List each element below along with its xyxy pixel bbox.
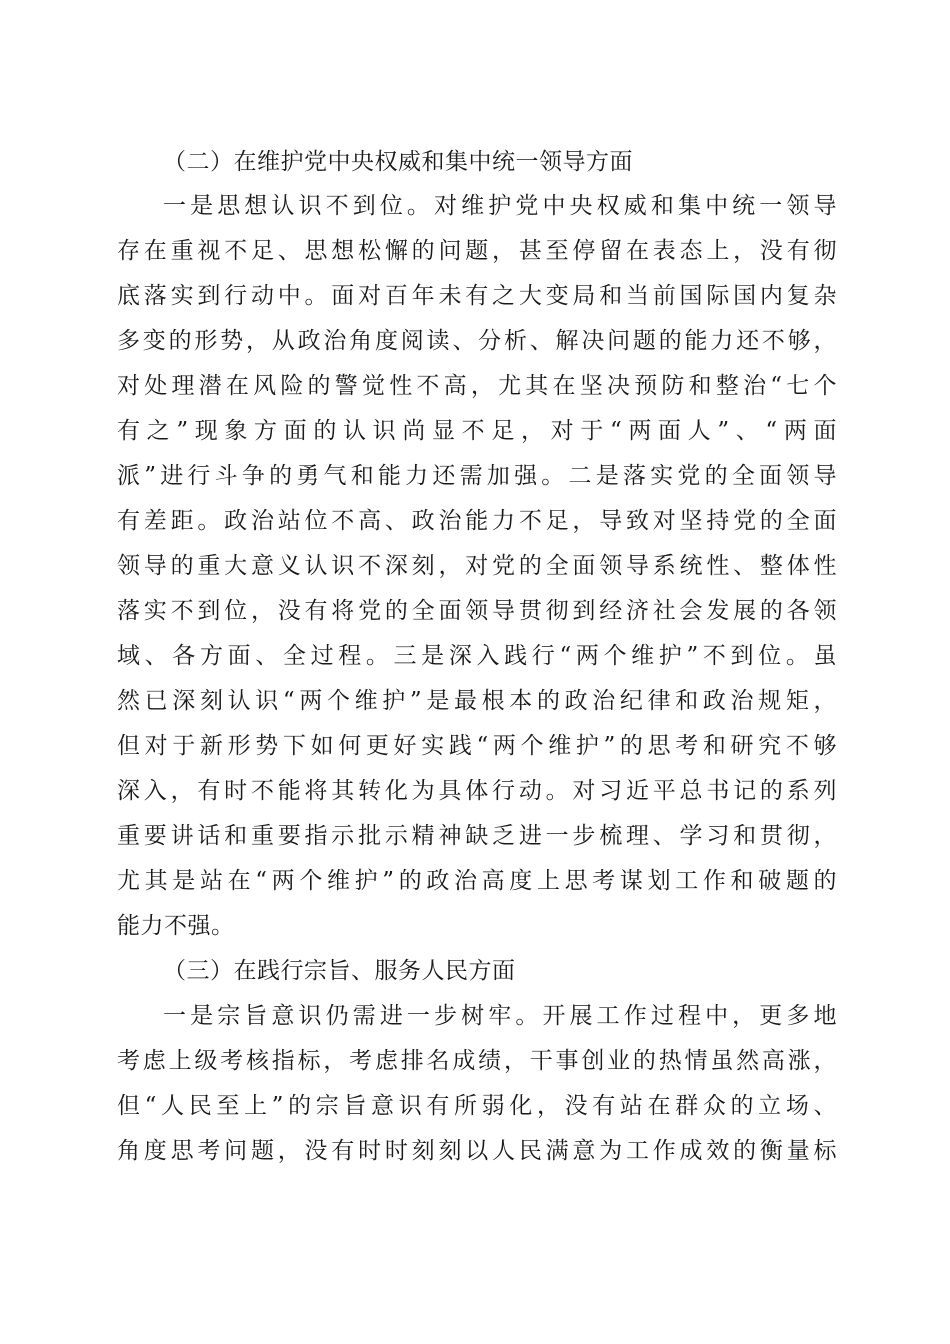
paragraph-line: 但对于新形势下如何更好实践“两个维护”的思考和研究不够 (117, 733, 837, 759)
paragraph-line: 尤其是站在“两个维护”的政治高度上思考谋划工作和破题的 (117, 868, 837, 894)
paragraph-line: 域、各方面、全过程。三是深入践行“两个维护”不到位。虽 (117, 643, 837, 669)
section-heading: （二）在维护党中央权威和集中统一领导方面 (163, 149, 633, 175)
paragraph-line: 但“人民至上”的宗旨意识有所弱化，没有站在群众的立场、 (117, 1093, 837, 1119)
paragraph-line: 底落实到行动中。面对百年未有之大变局和当前国际国内复杂 (117, 283, 837, 309)
paragraph-line: 一是宗旨意识仍需进一步树牢。开展工作过程中，更多地 (163, 1003, 837, 1029)
paragraph-line: 领导的重大意义认识不深刻，对党的全面领导系统性、整体性 (117, 553, 837, 579)
paragraph-line: 对处理潜在风险的警觉性不高，尤其在坚决预防和整治“七个 (117, 373, 837, 399)
paragraph-line: 重要讲话和重要指示批示精神缺乏进一步梳理、学习和贯彻， (117, 823, 837, 849)
paragraph-line: 有差距。政治站位不高、政治能力不足，导致对坚持党的全面 (117, 508, 837, 534)
paragraph-line: 角度思考问题，没有时时刻刻以人民满意为工作成效的衡量标 (117, 1138, 837, 1164)
section-heading: （三）在践行宗旨、服务人民方面 (163, 958, 516, 984)
paragraph-line: 考虑上级考核指标，考虑排名成绩，干事创业的热情虽然高涨， (117, 1048, 837, 1074)
paragraph-line: 深入，有时不能将其转化为具体行动。对习近平总书记的系列 (117, 778, 837, 804)
paragraph-line: 有之”现象方面的认识尚显不足，对于“两面人”、“两面 (117, 418, 837, 444)
paragraph-line: 落实不到位，没有将党的全面领导贯彻到经济社会发展的各领 (117, 598, 837, 624)
paragraph-line: 一是思想认识不到位。对维护党中央权威和集中统一领导 (163, 193, 837, 219)
paragraph-line: 派”进行斗争的勇气和能力还需加强。二是落实党的全面领导 (117, 463, 837, 489)
paragraph-line: 多变的形势，从政治角度阅读、分析、解决问题的能力还不够， (117, 328, 837, 354)
paragraph-line: 存在重视不足、思想松懈的问题，甚至停留在表态上，没有彻 (117, 238, 837, 264)
paragraph-line: 能力不强。 (117, 913, 235, 939)
paragraph-line: 然已深刻认识“两个维护”是最根本的政治纪律和政治规矩， (117, 688, 837, 714)
